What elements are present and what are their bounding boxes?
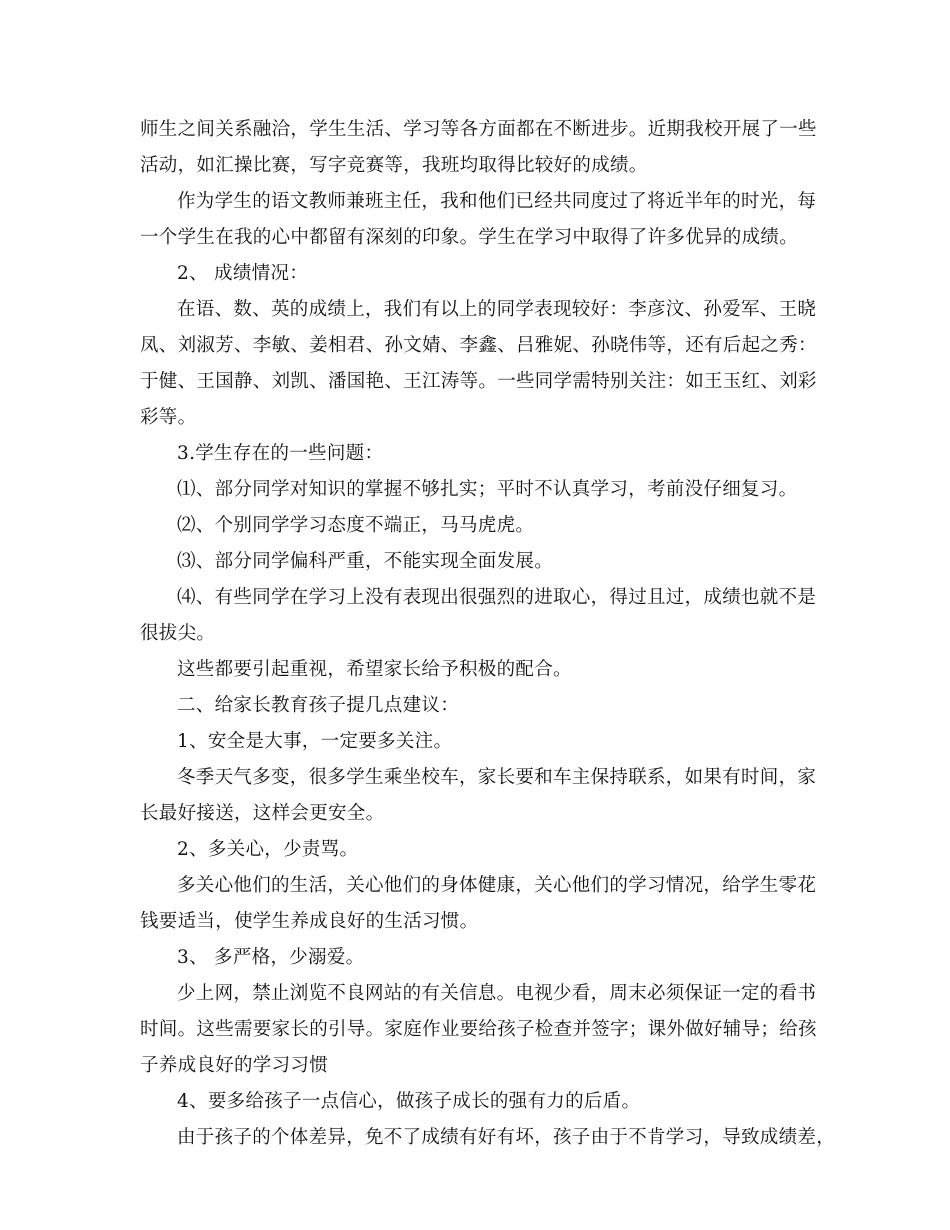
- text-line: 师生之间关系融洽，学生生活、学习等各方面都在不断进步。近期我校开展了一些: [140, 119, 817, 140]
- section-heading: 2、 成绩情况：: [177, 263, 309, 284]
- section-heading: 3.学生存在的一些问题：: [177, 443, 384, 464]
- text-line: 多关心他们的生活，关心他们的身体健康，关心他们的学习情况，给学生零花: [177, 875, 817, 896]
- text-line: 作为学生的语文教师兼班主任，我和他们已经共同度过了将近半年的时光，每: [177, 191, 817, 212]
- list-item: ⑶、部分同学偏科严重，不能实现全面发展。: [177, 551, 554, 572]
- list-item: ⑵、个别同学学习态度不端正，马马虎虎。: [177, 515, 535, 536]
- text-line: 少上网，禁止浏览不良网站的有关信息。电视少看，周末必须保证一定的看书: [177, 983, 817, 1004]
- text-line: 凤、刘淑芳、李敏、姜相君、孙文婧、李鑫、吕雅妮、孙晓伟等，还有后起之秀：: [140, 335, 817, 356]
- subsection-heading: 4、要多给孩子一点信心，做孩子成长的强有力的后盾。: [177, 1091, 641, 1112]
- text-line: 由于孩子的个体差异，免不了成绩有好有坏，孩子由于不肯学习，导致成绩差，: [177, 1127, 836, 1148]
- section-heading: 二、给家长教育孩子提几点建议：: [177, 695, 460, 716]
- text-line: 于健、王国静、刘凯、潘国艳、王江涛等。一些同学需特别关注：如王玉红、刘彩: [140, 371, 817, 392]
- text-line: 在语、数、英的成绩上，我们有以上的同学表现较好：李彦汶、孙爱军、王晓: [177, 299, 817, 320]
- text-line: 时间。这些需要家长的引导。家庭作业要给孩子检查并签字；课外做好辅导；给孩: [140, 1019, 817, 1040]
- list-item: ⑴、部分同学对知识的掌握不够扎实；平时不认真学习，考前没仔细复习。: [177, 479, 798, 500]
- document-body: [140, 112, 836, 1156]
- text-line: 这些都要引起重视，希望家长给予积极的配合。: [177, 659, 572, 680]
- text-line: 冬季天气多变，很多学生乘坐校车，家长要和车主保持联系，如果有时间，家: [177, 767, 817, 788]
- text-line: 钱要适当，使学生养成良好的生活习惯。: [140, 911, 479, 932]
- subsection-heading: 1、安全是大事，一定要多关注。: [177, 731, 453, 752]
- text-line: 子养成良好的学习习惯: [140, 1055, 329, 1076]
- text-line: 活动，如汇操比赛，写字竞赛等，我班均取得比较好的成绩。: [140, 155, 648, 176]
- text-line: 很拔尖。: [140, 623, 216, 644]
- list-item: ⑷、有些同学在学习上没有表现出很强烈的进取心，得过且过，成绩也就不是: [177, 587, 817, 608]
- text-line: 彩等。: [140, 407, 197, 428]
- subsection-heading: 3、 多严格，少溺爱。: [177, 947, 365, 968]
- subsection-heading: 2、多关心，少责骂。: [177, 839, 359, 860]
- text-line: 长最好接送，这样会更安全。: [140, 803, 385, 824]
- text-line: 一个学生在我的心中都留有深刻的印象。学生在学习中取得了许多优异的成绩。: [140, 227, 799, 248]
